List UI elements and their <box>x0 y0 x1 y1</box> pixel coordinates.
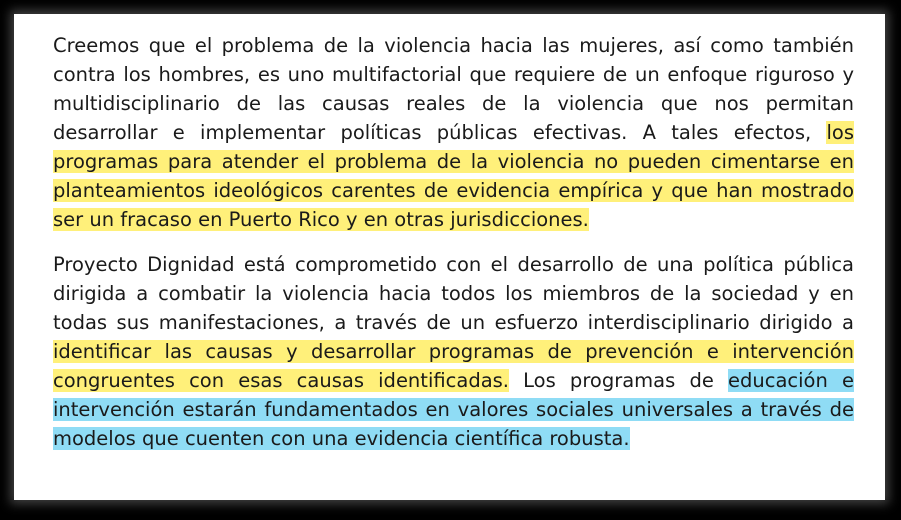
text-segment: Proyecto Dignidad está comprometido con el desarrollo de una política pública dirigida a combatir la violencia hacia todos los miembros de la sociedad y en todas sus manifestaciones, a través de un esfuerzo interdisciplinario dirigido a <box>53 253 854 334</box>
paragraph-1 <box>53 31 854 234</box>
text-segment: Creemos que el problema de la violencia hacia las mujeres, así como también contra los hombres, es uno multifactorial que requiere de un enfoque riguroso y multidisciplinario de las causas reales de la violencia que nos permitan desarrollar e implementar políticas públicas efectivas. A tales efectos, <box>53 34 854 144</box>
document-frame <box>14 14 885 500</box>
text-segment: Los programas de <box>509 369 728 392</box>
paragraph-2 <box>53 250 854 453</box>
highlighted-text-blue: educación e intervención estarán fundamentados en valores sociales universales a través de modelos que cuenten con una evidencia científica robusta. <box>53 369 854 450</box>
document-body <box>53 31 854 453</box>
highlighted-text-yellow: los programas para atender el problema de la violencia no pueden cimentarse en planteamientos ideológicos carentes de evidencia empírica y que han mostrado ser un fracaso en Puerto Rico y en otras jurisdicciones. <box>53 121 854 231</box>
highlighted-text-yellow: identificar las causas y desarrollar programas de prevención e intervención congruentes con esas causas identificadas. <box>53 340 854 392</box>
